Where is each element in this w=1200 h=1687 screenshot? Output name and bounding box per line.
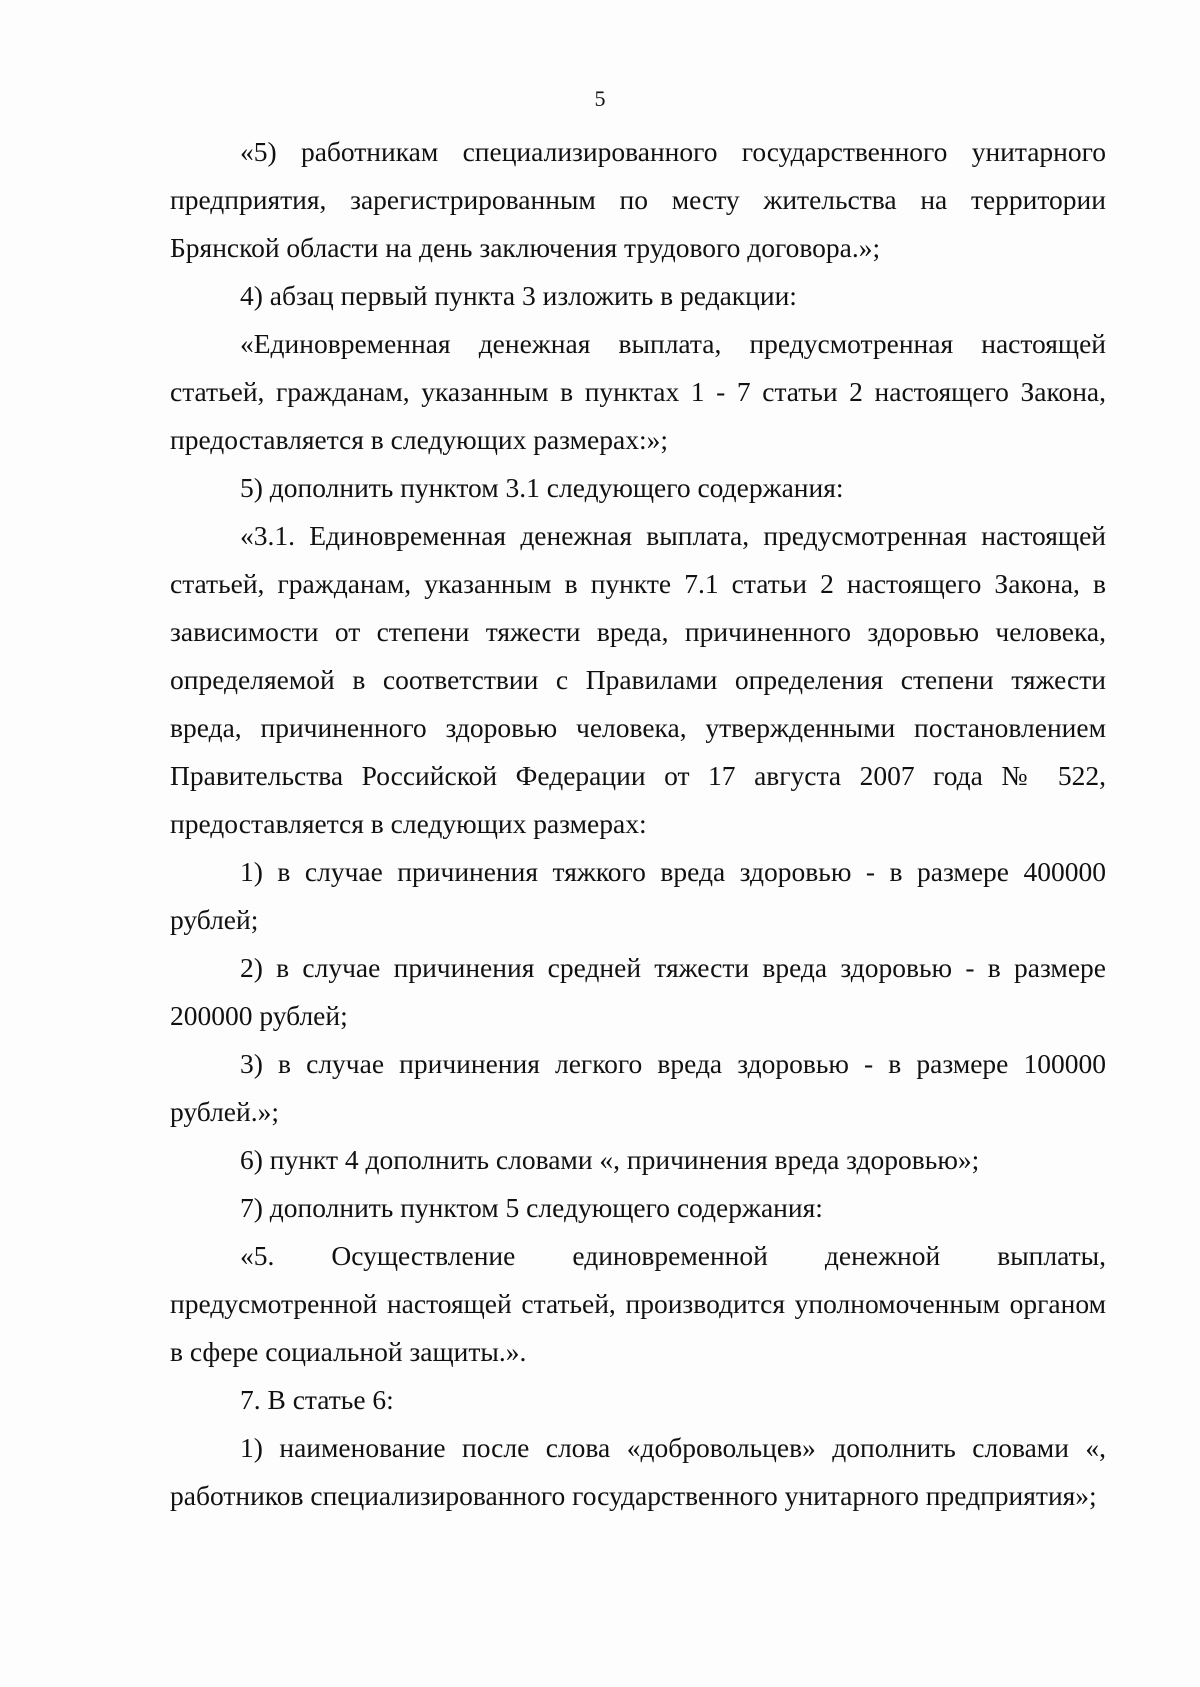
- paragraph-light-harm: 3) в случае причинения легкого вреда здоровью - в размере 100000 рублей.»;: [170, 1048, 1106, 1127]
- paragraph-item-5-workers: «5) работникам специализированного государственного унитарного предприятия, зарегистрированным по месту жительства на территории Брянской области на день заключения трудового договора.»;: [170, 136, 1106, 263]
- paragraph-amend-point-3: 4) абзац первый пункта 3 изложить в редакции:: [240, 280, 797, 311]
- paragraph-article-6-heading: 7. В статье 6:: [240, 1384, 394, 1415]
- paragraph-amend-point-4: 6) пункт 4 дополнить словами «, причинения вреда здоровью»;: [240, 1144, 980, 1175]
- paragraph-point-3-1-text: «3.1. Единовременная денежная выплата, предусмотренная настоящей статьей, гражданам, указанным в пункте 7.1 статьи 2 настоящего Закона, в зависимости от степени тяжести вреда, причиненного здоровью человека, определяемой в соответствии с Правилами определения степени тяжести вреда, причиненного здоровью человека, утвержденными постановлением Правительства Российской Федерации от 17 августа 2007 года № 522, предоставляется в следующих размерах:: [170, 520, 1106, 839]
- paragraph-article-6-title-amend: 1) наименование после слова «добровольцев» дополнить словами «, работников специализированного государственного унитарного предприятия»;: [170, 1432, 1106, 1511]
- page-number: 5: [594, 86, 606, 111]
- paragraph-add-point-3-1: 5) дополнить пунктом 3.1 следующего содержания:: [240, 472, 844, 503]
- paragraph-moderate-harm: 2) в случае причинения средней тяжести вреда здоровью - в размере 200000 рублей;: [170, 952, 1106, 1031]
- paragraph-add-point-5: 7) дополнить пунктом 5 следующего содержания:: [240, 1192, 823, 1223]
- paragraph-point-3-text: «Единовременная денежная выплата, предусмотренная настоящей статьей, гражданам, указанным в пунктах 1 - 7 статьи 2 настоящего Закона, предоставляется в следующих размерах:»;: [170, 328, 1106, 455]
- paragraph-point-5-text: «5. Осуществление единовременной денежной выплаты, предусмотренной настоящей статьей, производится уполномоченным органом в сфере социальной защиты.».: [170, 1240, 1106, 1367]
- paragraph-severe-harm: 1) в случае причинения тяжкого вреда здоровью - в размере 400000 рублей;: [170, 856, 1106, 935]
- document-body: [170, 128, 1106, 1520]
